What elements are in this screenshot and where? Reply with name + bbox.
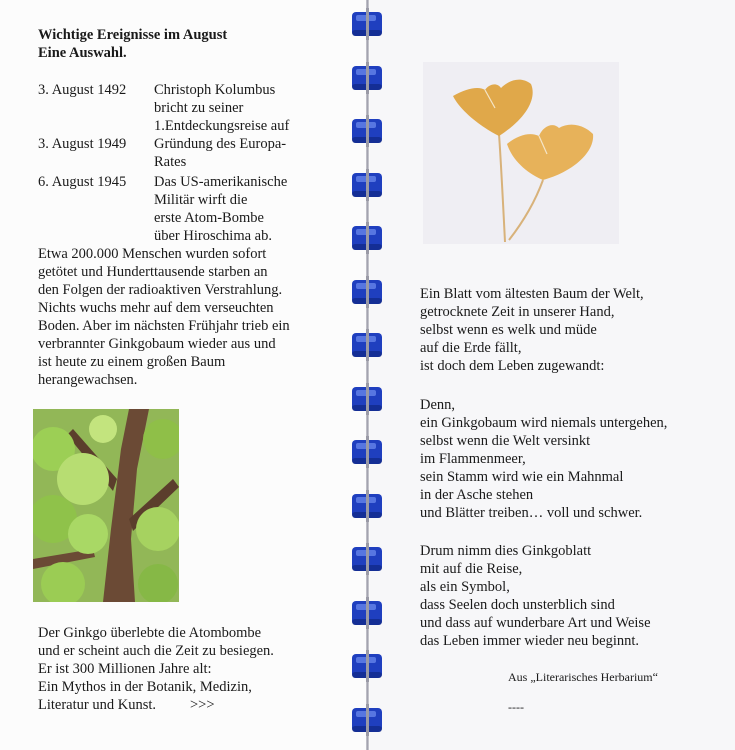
event-date: 3. August 1949 [38,136,127,152]
spiral-binding-ring [350,222,386,254]
heading-line: Eine Auswahl. [38,45,127,61]
spiral-binding-ring [350,169,386,201]
caption-line: Literatur und Kunst. [38,697,156,713]
poem-stanza [420,542,651,650]
poem-line: Ein Blatt vom ältesten Baum der Welt, [420,286,644,302]
event-line: Militär wirft die [154,192,248,208]
poem-line: getrocknete Zeit in unserer Hand, [420,304,615,320]
poem-line: im Flammenmeer, [420,451,526,467]
poem-line: mit auf die Reise, [420,561,523,577]
spiral-binding-ring [350,115,386,147]
source-attribution: Aus „Literarisches Herbarium“ [508,670,658,684]
poem-line: und Blätter treiben… voll und schwer. [420,505,643,521]
event-line: 1.Entdeckungsreise auf [154,118,290,134]
event-line: Gründung des Europa- [154,136,287,152]
event-line: Rates [154,154,187,170]
poem-line: und dass auf wunderbare Art und Weise [420,615,651,631]
ginkgo-leaves-illustration [423,62,619,244]
caption-line: und er scheint auch die Zeit zu besiegen. [38,643,274,659]
spiral-binding-ring [350,650,386,682]
poem-stanza [420,285,644,375]
event-line: erste Atom-Bombe [154,210,264,226]
paragraph-line: ist heute zu einem großen Baum [38,354,226,370]
poem-line: Denn, [420,397,456,413]
poem-line: Drum nimm dies Ginkgoblatt [420,543,592,559]
ginkgo-tree-photo [33,409,179,602]
spiral-binding-ring [350,490,386,522]
spiral-binding-ring [350,436,386,468]
spiral-binding-ring [350,329,386,361]
paragraph-line: den Folgen der radioaktiven Verstrahlung. [38,282,283,298]
event-line: bricht zu seiner [154,100,244,116]
event-line: Das US-amerikanische [154,174,288,190]
paragraph-line: verbrannter Ginkgobaum wieder aus und [38,336,276,352]
events-heading [38,26,227,62]
caption-line: Er ist 300 Millionen Jahre alt: [38,661,212,677]
poem-stanza [420,396,667,522]
poem-line: selbst wenn die Welt versinkt [420,433,591,449]
poem-line: als ein Symbol, [420,579,510,595]
paragraph-line: Boden. Aber im nächsten Frühjahr trieb ein [38,318,290,334]
poem-line: in der Asche stehen [420,487,534,503]
right-page [370,0,735,750]
paragraph-line: Nichts wuchs mehr auf dem verseuchten [38,300,274,316]
poem-line: auf die Erde fällt, [420,340,522,356]
poem-line: selbst wenn es welk und müde [420,322,597,338]
spiral-binding-ring [350,597,386,629]
end-mark: ---- [508,700,524,714]
caption-line: Ein Mythos in der Botanik, Medizin, [38,679,252,695]
poem-line: ein Ginkgobaum wird niemals untergehen, [420,415,668,431]
poem-line: dass Seelen doch unsterblich sind [420,597,615,613]
spiral-binding-ring [350,383,386,415]
continue-mark: >>> [190,697,215,713]
caption-line: Der Ginkgo überlebte die Atombombe [38,625,262,641]
poem-line: sein Stamm wird wie ein Mahnmal [420,469,624,485]
paragraph-line: getötet und Hunderttausende starben an [38,264,268,280]
caption-paragraph [38,624,338,714]
event-line: Christoph Kolumbus [154,82,276,98]
caption-last-line [38,696,338,714]
spiral-binding-ring [350,62,386,94]
spine-gutter [366,0,369,750]
spiral-binding-ring [350,543,386,575]
event-line: über Hiroschima ab. [154,228,272,244]
paragraph-line: herangewachsen. [38,372,138,388]
event-text [154,81,289,135]
event-text [154,173,287,245]
spiral-binding-ring [350,8,386,40]
poem-line: das Leben immer wieder neu beginnt. [420,633,640,649]
paragraph-line: Etwa 200.000 Menschen wurden sofort [38,246,267,262]
event-text [154,135,286,171]
event-date: 6. August 1945 [38,174,127,190]
heading-line: Wichtige Ereignisse im August [38,27,228,43]
spiral-binding-ring [350,276,386,308]
event-date: 3. August 1492 [38,82,127,98]
poem-line: ist doch dem Leben zugewandt: [420,358,605,374]
story-paragraph [38,245,338,389]
spiral-binding-ring [350,704,386,736]
